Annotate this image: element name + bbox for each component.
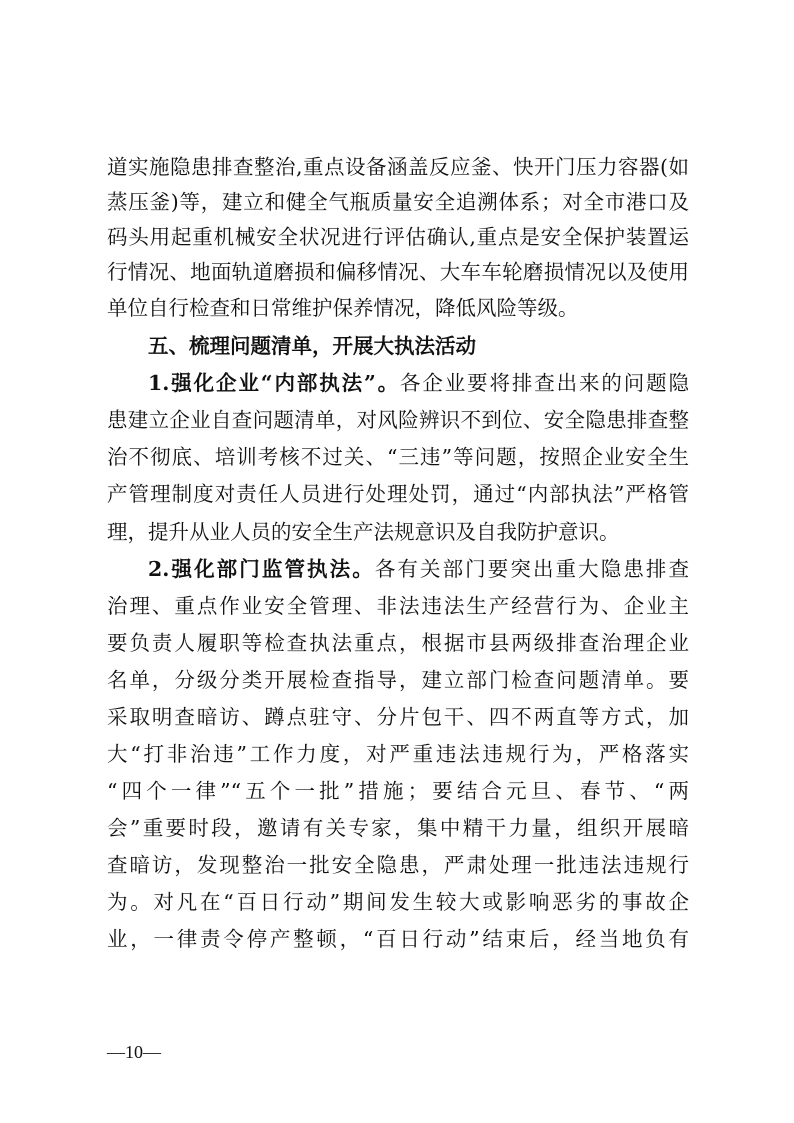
paragraph-line: 患建立企业自查问题清单，对风险辨识不到位、安全隐患排查整 bbox=[107, 408, 689, 432]
paragraph-line: 业，一律责令停产整顿，“百日行动”结束后，经当地负有 bbox=[107, 927, 689, 951]
paragraph-line: 行情况、地面轨道磨损和偏移情况、大车车轮磨损情况以及使用 bbox=[107, 260, 689, 284]
paragraph-line: 采取明查暗访、蹲点驻守、分片包干、四不两直等方式，加 bbox=[107, 705, 689, 729]
paragraph-line: 治不彻底、培训考核不过关、“三违”等问题，按照企业安全生 bbox=[107, 445, 689, 469]
paragraph-line: 大“打非治违”工作力度，对严重违法违规行为，严格落实 bbox=[107, 742, 689, 766]
paragraph-line: 会”重要时段，邀请有关专家，集中精干力量，组织开展暗 bbox=[107, 816, 689, 840]
paragraph-line: 蒸压釜)等，建立和健全气瓶质量安全追溯体系；对全市港口及 bbox=[107, 190, 689, 214]
paragraph-line: 单位自行检查和日常维护保养情况，降低风险等级。 bbox=[107, 296, 579, 320]
paragraph-first-line bbox=[148, 363, 689, 403]
item-lead: 2.强化部门监管执法。 bbox=[148, 557, 375, 581]
paragraph-line: 道实施隐患排查整治,重点设备涵盖反应釜、快开门压力容器(如 bbox=[107, 155, 689, 179]
paragraph-line: 为。对凡在“百日行动”期间发生较大或影响恶劣的事故企 bbox=[107, 890, 689, 914]
paragraph-line: 查暗访，发现整治一批安全隐患，严肃处理一批违法违规行 bbox=[107, 853, 689, 877]
paragraph-line: 治理、重点作业安全管理、非法违法生产经营行为、企业主 bbox=[107, 594, 689, 618]
paragraph-line: 要负责人履职等检查执法重点，根据市县两级排查治理企业 bbox=[107, 631, 689, 655]
item-lead: 1.强化企业“内部执法”。 bbox=[148, 371, 400, 395]
paragraph-line: “四个一律”“五个一批”措施；要结合元旦、春节、“两 bbox=[107, 779, 689, 803]
page-number: —10— bbox=[107, 1042, 161, 1062]
paragraph-line: 码头用起重机械安全状况进行评估确认,重点是安全保护装置运 bbox=[107, 225, 689, 249]
paragraph-line: 名单，分级分类开展检查指导，建立部门检查问题清单。要 bbox=[107, 668, 689, 692]
paragraph-line: 理，提升从业人员的安全生产法规意识及自我防护意识。 bbox=[107, 520, 620, 544]
paragraph-text: 各企业要将排查出来的问题隐 bbox=[400, 371, 690, 395]
paragraph-line: 产管理制度对责任人员进行处理处罚，通过“内部执法”严格管 bbox=[107, 482, 689, 506]
section-heading: 五、梳理问题清单，开展大执法活动 bbox=[148, 334, 476, 358]
paragraph-first-line bbox=[148, 549, 689, 589]
paragraph-text: 各有关部门要突出重大隐患排查 bbox=[374, 557, 689, 581]
